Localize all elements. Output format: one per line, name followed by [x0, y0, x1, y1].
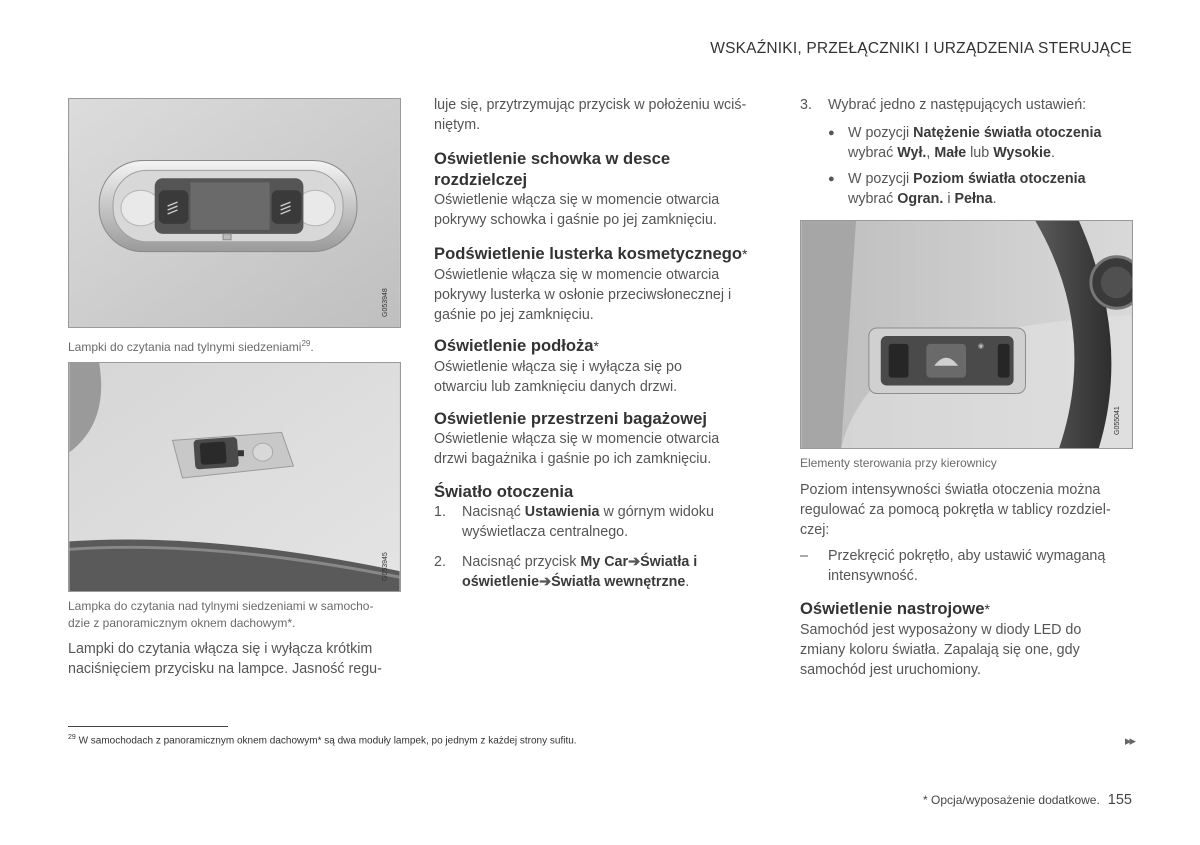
steering-controls-caption: Elementy sterowania przy kierownicy: [800, 456, 997, 470]
section-heading: [434, 148, 719, 190]
mood-light-section: [800, 598, 1081, 680]
heading-text: Oświetlenie nastrojowe: [800, 599, 985, 618]
next-page-icon: ▸▸: [1124, 733, 1134, 748]
text-line: Oświetlenie włącza się w momencie otwarcia: [434, 267, 720, 283]
text-line: regulować za pomocą pokrętła w tablicy rozdziel-: [800, 502, 1111, 518]
ambient-light-section: [434, 481, 774, 592]
menu-term: Światła i: [640, 554, 698, 570]
steering-controls-figure: [800, 220, 1133, 449]
text-line: Oświetlenie włącza się i wyłącza się po: [434, 359, 682, 375]
bullet-text: wybrać: [848, 191, 898, 207]
panoramic-lamp-caption: [68, 598, 373, 632]
heading-line: Oświetlenie schowka w desce: [434, 149, 671, 168]
step-1: [434, 502, 774, 542]
text-line: zmiany koloru światła. Zapalają się one, gdy: [800, 642, 1080, 658]
arrow-right-icon: ➔: [539, 574, 552, 590]
caption-line: dzie z panoramicznym oknem dachowym*.: [68, 616, 296, 630]
bullet-text: W pozycji: [848, 171, 914, 187]
panoramic-lamp-illustration: [69, 363, 400, 591]
footnote-number: 29: [68, 734, 76, 741]
ground-light-section: [434, 335, 682, 397]
section-heading: [434, 243, 747, 265]
figure-code: G053945: [382, 552, 389, 581]
bullet-text: wybrać: [848, 145, 898, 161]
dash-icon: –: [800, 548, 808, 564]
caption-line: Lampka do czytania nad tylnymi siedzeniami w samocho-: [68, 599, 374, 613]
bullet-item: [800, 169, 1140, 209]
section-heading: Oświetlenie przestrzeni bagażowej: [434, 409, 707, 428]
step-text: Wybrać jedno z następujących ustawień:: [828, 97, 1087, 113]
optional-marker: *: [742, 246, 748, 262]
step-3: [800, 95, 1140, 209]
text-line: samochód jest uruchomiony.: [800, 662, 981, 678]
text-line: pokrywy lusterka w osłonie przeciwsłonecznej i: [434, 287, 732, 303]
menu-term: Ogran.: [897, 191, 944, 207]
text-line: naciśnięciem przycisku na lampce. Jasność regu-: [68, 661, 382, 677]
text-line: otwarciu lub zamknięciu danych drzwi.: [434, 379, 678, 395]
text-line: intensywność.: [828, 568, 918, 584]
optional-marker: *: [984, 601, 990, 617]
continuation-paragraph: [434, 95, 746, 135]
heading-text: Podświetlenie lusterka kosmetycznego: [434, 244, 743, 263]
reading-lamp-figure: [68, 98, 401, 328]
step-text: wyświetlacza centralnego.: [462, 524, 629, 540]
bullet-text: i: [943, 191, 955, 207]
page-number: 155: [1107, 792, 1132, 808]
menu-term: Poziom światła otoczenia: [913, 171, 1086, 187]
section-heading: [800, 598, 1081, 620]
footnote-text: W samochodach z panoramicznym oknem dachowym* są dwa moduły lampek, po jednym z każdej strony sufitu.: [78, 735, 577, 747]
reading-lamp-paragraph: [68, 639, 382, 679]
menu-term: Pełna: [954, 191, 993, 207]
optional-equipment-note: * Opcja/wyposażenie dodatkowe.: [923, 793, 1100, 807]
section-heading: Światło otoczenia: [434, 482, 574, 501]
bullet-icon: ●: [828, 173, 835, 185]
text-line: Oświetlenie włącza się w momencie otwarcia: [434, 192, 720, 208]
section-heading: [434, 335, 682, 357]
bullet-text: .: [992, 191, 997, 207]
text-line: niętym.: [434, 117, 481, 133]
text-line: pokrywy schowka i gaśnie po jej zamknięciu.: [434, 212, 717, 228]
text-line: czej:: [800, 522, 830, 538]
page-footer: [923, 792, 1132, 808]
reading-lamp-caption: [68, 335, 314, 356]
menu-term: Małe: [934, 145, 967, 161]
text-line: gaśnie po jej zamknięciu.: [434, 307, 594, 323]
menu-term: Światła wewnętrzne: [551, 574, 686, 590]
reading-lamp-illustration: [69, 99, 400, 327]
optional-marker: *: [593, 338, 599, 354]
step-text: Nacisnąć przycisk: [462, 554, 581, 570]
caption-end: .: [310, 340, 314, 354]
figure-code: G053948: [382, 288, 389, 317]
heading-line: rozdzielczej: [434, 170, 528, 189]
steering-controls-illustration: [801, 221, 1132, 448]
text-line: Oświetlenie włącza się w momencie otwarcia: [434, 431, 720, 447]
step-2: [434, 552, 774, 592]
step-text: Nacisnąć: [462, 504, 525, 520]
step-number: 1.: [434, 504, 446, 520]
cargo-light-section: [434, 408, 719, 469]
menu-term: Ustawienia: [524, 504, 600, 520]
footnote-divider: [68, 726, 228, 727]
bullet-icon: ●: [828, 127, 835, 139]
bullet-text: W pozycji: [848, 125, 914, 141]
bullet-text: .: [1050, 145, 1055, 161]
caption-text: Lampki do czytania nad tylnymi siedzeniami: [68, 340, 302, 354]
step-text: .: [685, 574, 690, 590]
footnote-ref: 29: [301, 339, 311, 348]
text-line: drzwi bagażnika i gaśnie po ich zamknięciu.: [434, 451, 712, 467]
svg-text:◉: ◉: [977, 342, 984, 350]
arrow-right-icon: ➔: [628, 554, 641, 570]
panoramic-lamp-figure: [68, 362, 401, 592]
glovebox-section: [434, 148, 719, 230]
text-line: Poziom intensywności światła otoczenia można: [800, 482, 1101, 498]
step-text: w górnym widoku: [599, 504, 714, 520]
figure-code: G055041: [1114, 406, 1121, 435]
page-header-title: WSKAŹNIKI, PRZEŁĄCZNIKI I URZĄDZENIA STERUJĄCE: [710, 40, 1132, 57]
menu-term: My Car: [580, 554, 629, 570]
heading-text: Oświetlenie podłoża: [434, 336, 594, 355]
text-line: luje się, przytrzymując przycisk w położeniu wciś-: [434, 97, 747, 113]
menu-term: Wysokie: [993, 145, 1051, 161]
step-number: 2.: [434, 554, 446, 570]
intensity-paragraph: [800, 480, 1111, 540]
bullet-text: lub: [966, 145, 994, 161]
vanity-mirror-section: [434, 243, 747, 325]
dash-item: [800, 546, 1105, 586]
text-line: Samochód jest wyposażony w diody LED do: [800, 622, 1082, 638]
bullet-item: [800, 123, 1140, 163]
text-line: Lampki do czytania włącza się i wyłącza krótkim: [68, 641, 373, 657]
menu-term: oświetlenie: [462, 574, 540, 590]
step-number: 3.: [800, 97, 812, 113]
menu-term: Natężenie światła otoczenia: [913, 125, 1102, 141]
bullet-text: ,: [926, 145, 935, 161]
menu-term: Wył.: [897, 145, 927, 161]
footnote: [68, 734, 577, 746]
text-line: Przekręcić pokrętło, aby ustawić wymaganą: [828, 548, 1106, 564]
